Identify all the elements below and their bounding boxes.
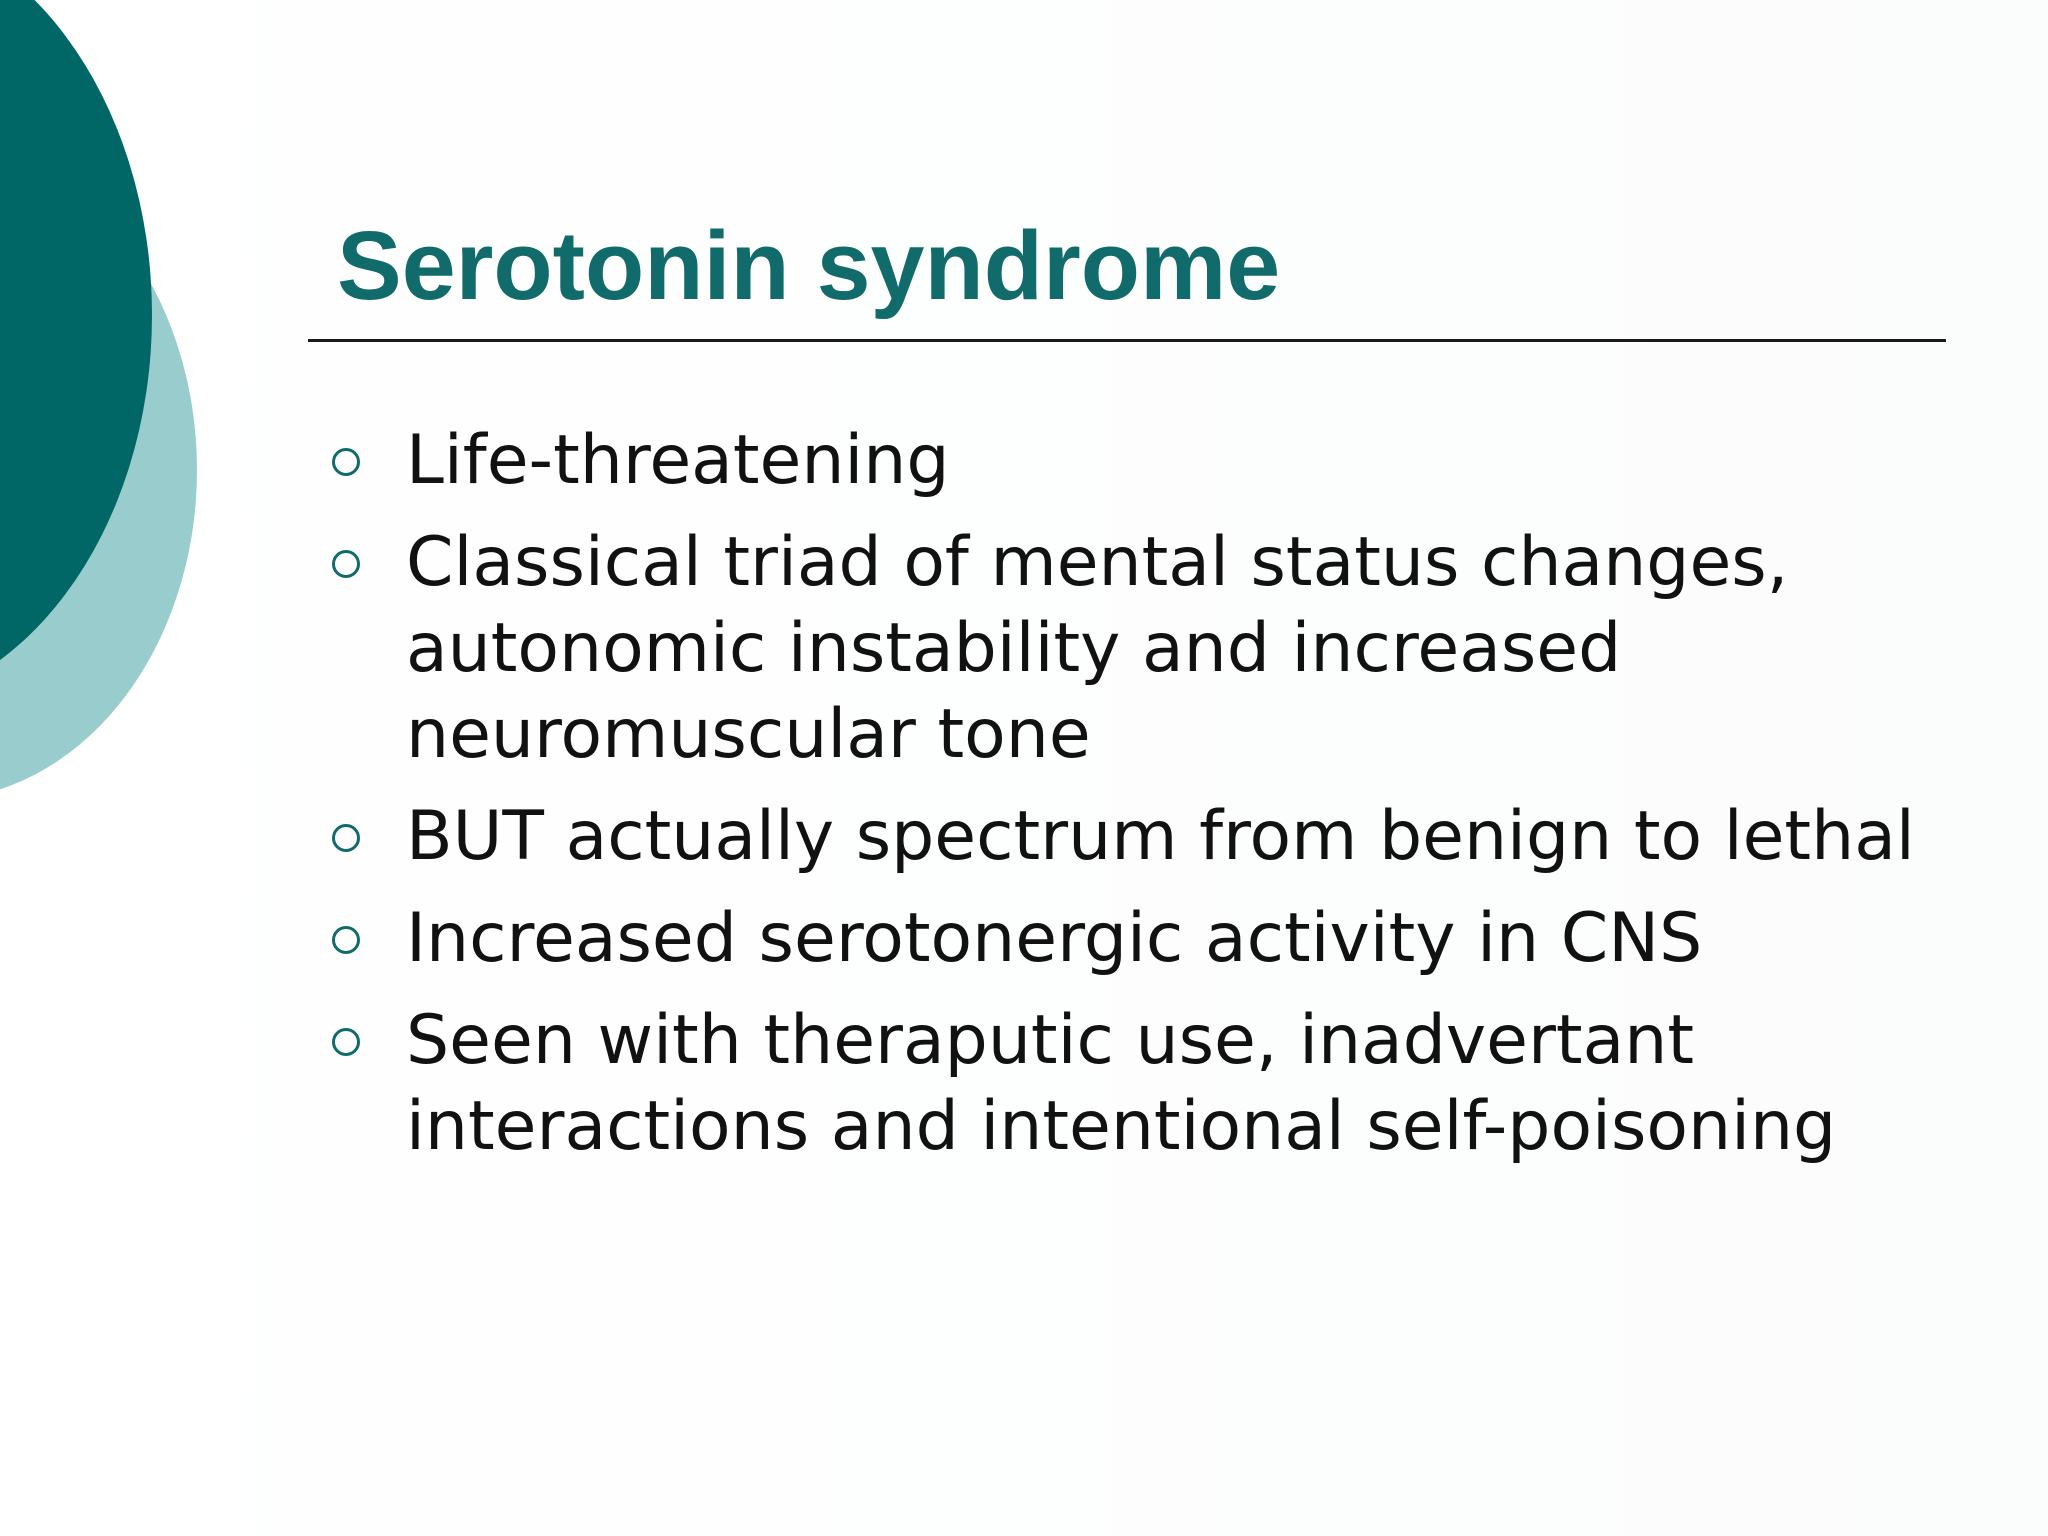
bullet-text: BUT actually spectrum from benign to lethal: [406, 797, 1915, 876]
bullet-item: [330, 896, 2010, 982]
bullet-item: [330, 998, 2010, 1170]
hollow-circle-icon: [332, 824, 360, 852]
bullet-list: [330, 418, 2010, 1186]
bullet-item: [330, 520, 2010, 778]
bullet-item: [330, 794, 2010, 880]
title-divider: [308, 339, 1946, 342]
bullet-text: Increased serotonergic activity in CNS: [406, 899, 1703, 978]
hollow-circle-icon: [332, 1028, 360, 1056]
hollow-circle-icon: [332, 550, 360, 578]
bullet-item: [330, 418, 2010, 504]
bullet-text: Seen with theraputic use, inadvertant interactions and intentional self-poisoning: [406, 1001, 1837, 1166]
hollow-circle-icon: [332, 448, 360, 476]
slide-title: Serotonin syndrome: [337, 211, 1281, 320]
bullet-text: Classical triad of mental status changes, autonomic instability and increased neuromuscular tone: [406, 523, 1789, 774]
bullet-text: Life-threatening: [406, 421, 950, 500]
hollow-circle-icon: [332, 926, 360, 954]
